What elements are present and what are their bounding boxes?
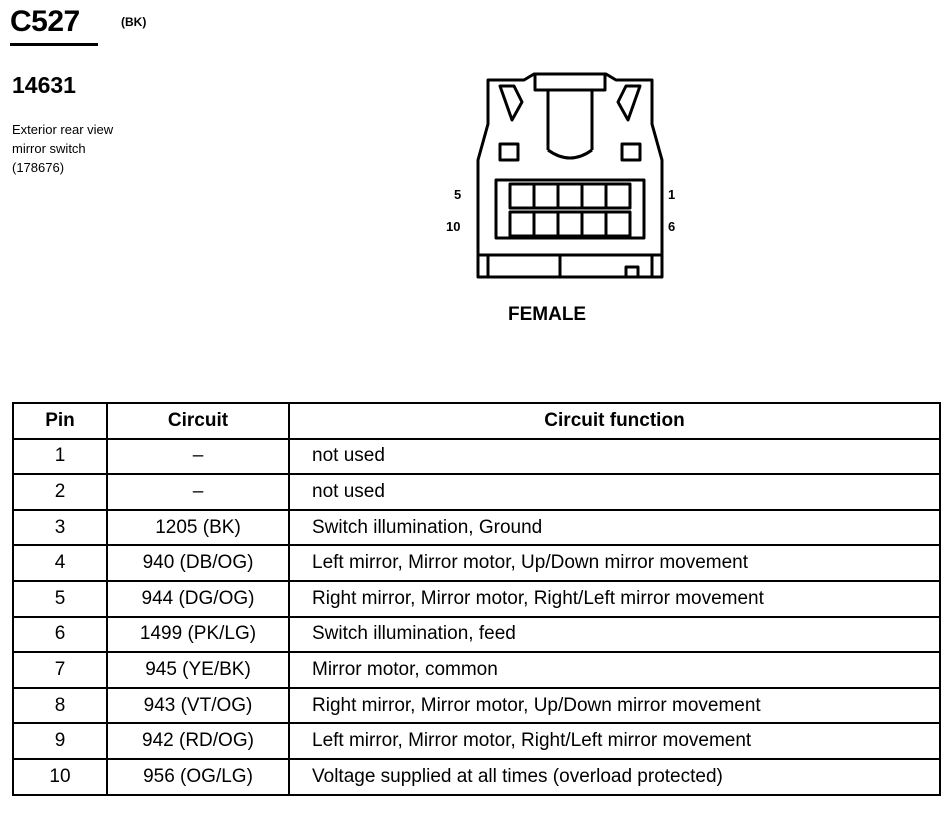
- circuit-cell: 1499 (PK/LG): [107, 617, 289, 653]
- description-line: mirror switch: [12, 141, 86, 156]
- function-cell: Left mirror, Mirror motor, Up/Down mirror movement: [289, 545, 940, 581]
- pin-cell: 2: [13, 474, 107, 510]
- table-row: [13, 545, 940, 581]
- function-cell: Right mirror, Mirror motor, Up/Down mirror movement: [289, 688, 940, 724]
- function-cell: Mirror motor, common: [289, 652, 940, 688]
- pin-label-5: 5: [454, 187, 462, 202]
- column-header-circuit: Circuit: [107, 403, 289, 439]
- table-row: [13, 510, 940, 546]
- connector-description: [12, 120, 182, 177]
- pin-cell: 1: [13, 439, 107, 475]
- pin-cell: 3: [13, 510, 107, 546]
- pin-cell: 10: [13, 759, 107, 795]
- pin-label-6: 6: [668, 219, 676, 234]
- connector-id-underline: [10, 43, 98, 46]
- connector-id: C527: [10, 5, 80, 38]
- function-cell: Switch illumination, Ground: [289, 510, 940, 546]
- pin-cell: 8: [13, 688, 107, 724]
- function-cell: not used: [289, 439, 940, 475]
- table-row: [13, 581, 940, 617]
- pin-cell: 5: [13, 581, 107, 617]
- connector-color: (BK): [121, 15, 147, 29]
- table-row: [13, 474, 940, 510]
- circuit-cell: 942 (RD/OG): [107, 723, 289, 759]
- column-header-pin: Pin: [13, 403, 107, 439]
- table-header-row: [13, 403, 940, 439]
- function-cell: Left mirror, Mirror motor, Right/Left mirror movement: [289, 723, 940, 759]
- circuit-cell: 956 (OG/LG): [107, 759, 289, 795]
- circuit-cell: 944 (DG/OG): [107, 581, 289, 617]
- circuit-cell: 1205 (BK): [107, 510, 289, 546]
- table-row: [13, 688, 940, 724]
- table-row: [13, 652, 940, 688]
- circuit-cell: 943 (VT/OG): [107, 688, 289, 724]
- function-cell: not used: [289, 474, 940, 510]
- function-cell: Right mirror, Mirror motor, Right/Left mirror movement: [289, 581, 940, 617]
- circuit-cell: –: [107, 474, 289, 510]
- circuit-cell: –: [107, 439, 289, 475]
- description-line: (178676): [12, 160, 65, 175]
- pin-cell: 6: [13, 617, 107, 653]
- description-line: Exterior rear view: [12, 122, 114, 137]
- circuit-cell: 945 (YE/BK): [107, 652, 289, 688]
- pin-cell: 7: [13, 652, 107, 688]
- connector-gender: FEMALE: [508, 304, 587, 325]
- table-row: [13, 759, 940, 795]
- part-number: 14631: [12, 72, 76, 98]
- function-cell: Voltage supplied at all times (overload protected): [289, 759, 940, 795]
- circuit-cell: 940 (DB/OG): [107, 545, 289, 581]
- table-row: [13, 723, 940, 759]
- table-row: [13, 617, 940, 653]
- connector-face-drawing: [430, 62, 690, 302]
- table-row: [13, 439, 940, 475]
- pin-cell: 4: [13, 545, 107, 581]
- connector-face-diagram: [430, 62, 690, 302]
- pin-label-10: 10: [446, 219, 461, 234]
- pin-label-1: 1: [668, 187, 676, 202]
- function-cell: Switch illumination, feed: [289, 617, 940, 653]
- column-header-circuit-function: Circuit function: [289, 403, 940, 439]
- pinout-table: [12, 402, 941, 796]
- pin-cell: 9: [13, 723, 107, 759]
